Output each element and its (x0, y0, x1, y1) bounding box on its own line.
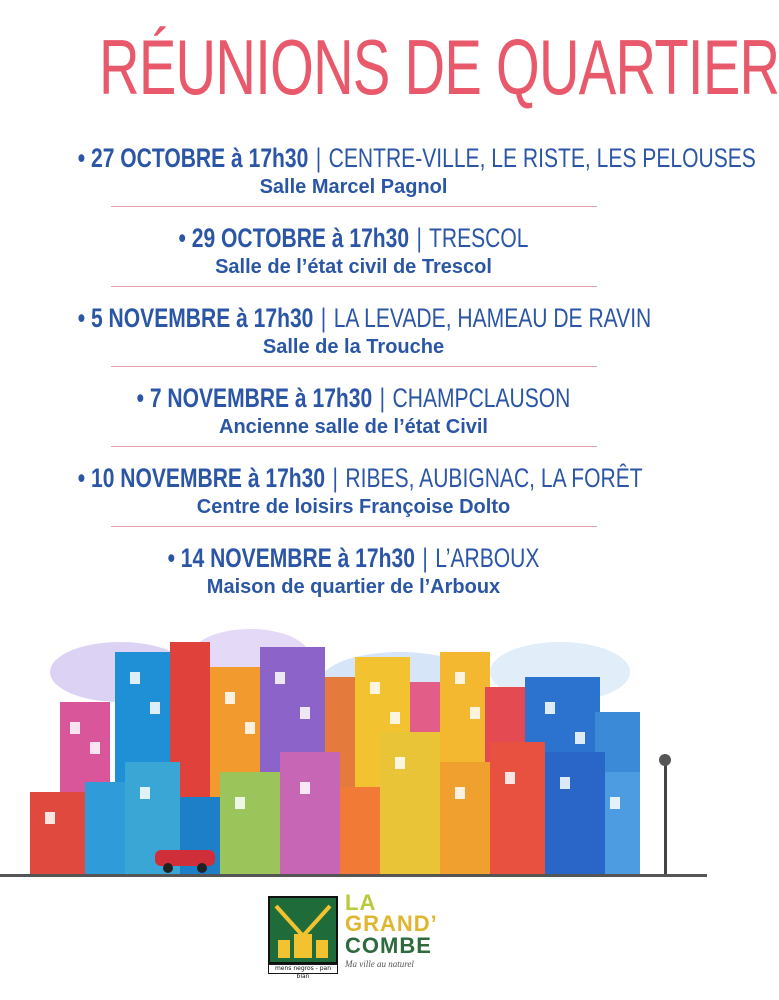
event-quarters: CENTRE-VILLE, LE RISTE, LES PELOUSES (328, 143, 756, 173)
event-heading (78, 382, 629, 414)
separator: | (416, 223, 422, 253)
logo-line1: LA (345, 890, 377, 915)
separator: | (332, 463, 338, 493)
event-item (0, 456, 707, 536)
event-item (0, 216, 707, 296)
divider (111, 446, 597, 447)
page-title: RÉUNIONS DE QUARTIER (98, 23, 779, 111)
separator: | (315, 143, 322, 173)
event-item (0, 376, 707, 456)
event-heading (77, 462, 643, 494)
event-date: • 7 NOVEMBRE à 17h30 (136, 383, 373, 413)
events-list (0, 136, 756, 616)
event-item (0, 536, 707, 616)
crest-icon (268, 896, 338, 974)
event-venue: Salle Marcel Pagnol (259, 176, 448, 198)
event-venue: Salle de l’état civil de Trescol (215, 256, 492, 278)
event-quarters: CHAMPCLAUSON (392, 383, 571, 413)
event-heading (78, 542, 629, 574)
divider (111, 206, 597, 207)
event-quarters: TRESCOL (429, 223, 529, 253)
city-illustration (0, 612, 707, 887)
event-item (0, 296, 707, 376)
event-date: • 14 NOVEMBRE à 17h30 (167, 543, 415, 573)
event-heading (77, 302, 652, 334)
divider (111, 366, 597, 367)
separator: | (379, 383, 386, 413)
logo-tagline: Ma ville au naturel (345, 959, 414, 969)
event-item (0, 136, 756, 216)
divider (111, 286, 597, 287)
event-date: • 29 OCTOBRE à 17h30 (178, 223, 410, 253)
separator: | (320, 303, 327, 333)
event-heading (78, 222, 629, 254)
event-date: • 5 NOVEMBRE à 17h30 (77, 303, 314, 333)
event-quarters: L’ARBOUX (435, 543, 540, 573)
event-date: • 10 NOVEMBRE à 17h30 (77, 463, 326, 493)
logo-motto: mens negros - pan blan (268, 964, 338, 974)
event-quarters: LA LEVADE, HAMEAU DE RAVIN (333, 303, 652, 333)
event-venue: Maison de quartier de l’Arboux (206, 576, 501, 598)
divider (111, 526, 597, 527)
logo-line2: GRAND’ (345, 911, 438, 936)
event-quarters: RIBES, AUBIGNAC, LA FORÊT (345, 463, 643, 493)
event-venue: Salle de la Trouche (262, 336, 445, 358)
logo (345, 890, 455, 969)
logo-line3: COMBE (345, 933, 432, 958)
event-heading (77, 142, 756, 174)
separator: | (422, 543, 428, 573)
event-venue: Ancienne salle de l’état Civil (219, 416, 488, 438)
event-date: • 27 OCTOBRE à 17h30 (77, 143, 309, 173)
event-venue: Centre de loisirs Françoise Dolto (196, 496, 511, 518)
